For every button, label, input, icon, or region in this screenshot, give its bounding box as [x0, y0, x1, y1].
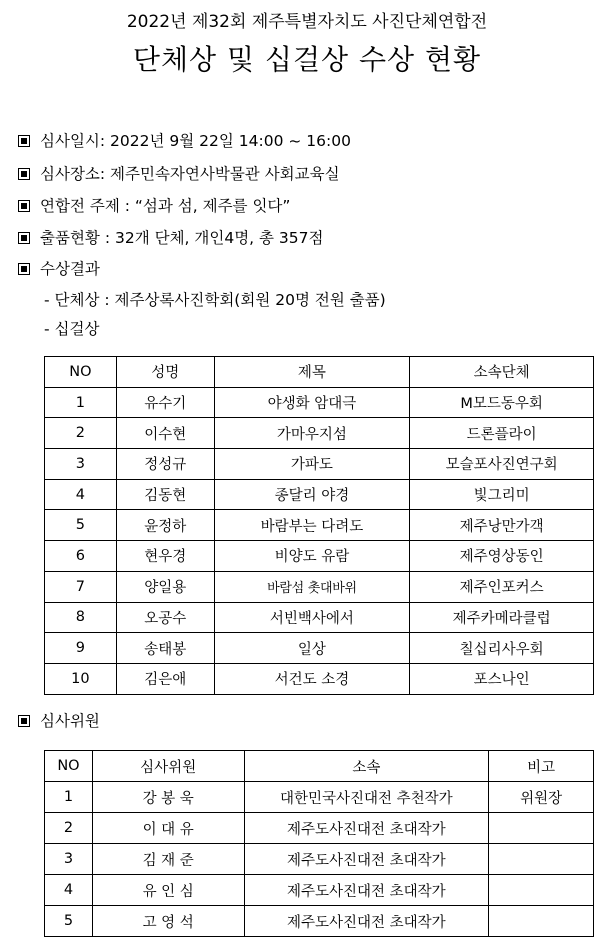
info-theme-text: 연합전 주제 : “섬과 섬, 제주를 잇다” — [40, 197, 291, 215]
info-results — [18, 258, 100, 280]
header-club: 소속단체 — [410, 357, 594, 388]
table-row — [45, 418, 594, 449]
awards-table — [44, 356, 594, 695]
cell-club: 제주카메라클럽 — [410, 602, 594, 633]
cell-club: 제주낭만가객 — [410, 510, 594, 541]
cell-title: 종달리 야경 — [214, 479, 410, 510]
cell-name: 송태봉 — [116, 633, 214, 664]
cell-affiliation: 제주도사진대전 초대작가 — [244, 906, 489, 937]
cell-name: 김은애 — [116, 663, 214, 694]
cell-no: 4 — [45, 875, 93, 906]
cell-club: 드론플라이 — [410, 418, 594, 449]
table-row — [45, 571, 594, 602]
square-bullet-icon — [18, 200, 30, 212]
cell-no: 1 — [45, 387, 117, 418]
square-bullet-icon — [18, 135, 30, 147]
cell-no: 1 — [45, 782, 93, 813]
header-title: 제목 — [214, 357, 410, 388]
info-date — [18, 130, 351, 152]
cell-note — [489, 906, 594, 937]
header-name: 성명 — [116, 357, 214, 388]
table-row — [45, 875, 594, 906]
table-row — [45, 510, 594, 541]
cell-club: 제주인포커스 — [410, 571, 594, 602]
cell-name: 오공수 — [116, 602, 214, 633]
cell-title: 비양도 유람 — [214, 541, 410, 572]
cell-name: 정성규 — [116, 449, 214, 480]
group-award-line: - 단체상 : 제주상록사진학회(회원 20명 전원 출품) — [44, 291, 386, 309]
header-affiliation: 소속 — [244, 751, 489, 782]
table-row — [45, 541, 594, 572]
header-note: 비고 — [489, 751, 594, 782]
cell-no: 3 — [45, 844, 93, 875]
cell-no: 4 — [45, 479, 117, 510]
table-row — [45, 813, 594, 844]
cell-judge: 유 인 심 — [92, 875, 244, 906]
table-row — [45, 387, 594, 418]
cell-name: 이수현 — [116, 418, 214, 449]
cell-title: 바람섬 촛대바위 — [214, 571, 410, 602]
cell-note — [489, 813, 594, 844]
table-row — [45, 633, 594, 664]
table-header-row — [45, 357, 594, 388]
table-row — [45, 449, 594, 480]
info-place-text: 심사장소: 제주민속자연사박물관 사회교육실 — [40, 165, 340, 183]
cell-club: 빛그리미 — [410, 479, 594, 510]
table-row — [45, 906, 594, 937]
cell-club: 제주영상동인 — [410, 541, 594, 572]
cell-no: 7 — [45, 571, 117, 602]
table-header-row — [45, 751, 594, 782]
cell-title: 서빈백사에서 — [214, 602, 410, 633]
cell-no: 5 — [45, 906, 93, 937]
cell-title: 가마우지섬 — [214, 418, 410, 449]
info-results-text: 수상결과 — [40, 260, 100, 278]
cell-no: 8 — [45, 602, 117, 633]
table-row — [45, 844, 594, 875]
cell-judge: 강 봉 욱 — [92, 782, 244, 813]
table-row — [45, 602, 594, 633]
cell-club: 포스나인 — [410, 663, 594, 694]
header-no: NO — [45, 751, 93, 782]
cell-club: 모슬포사진연구회 — [410, 449, 594, 480]
info-place — [18, 163, 340, 185]
cell-club: 칠십리사우회 — [410, 633, 594, 664]
ten-award-label: - 십걸상 — [44, 320, 100, 338]
cell-note — [489, 875, 594, 906]
info-date-text: 심사일시: 2022년 9월 22일 14:00 ~ 16:00 — [40, 132, 351, 150]
cell-title: 서건도 소경 — [214, 663, 410, 694]
cell-name: 윤정하 — [116, 510, 214, 541]
cell-affiliation: 제주도사진대전 초대작가 — [244, 875, 489, 906]
document-title: 단체상 및 십걸상 수상 현황 — [132, 43, 482, 76]
judges-table — [44, 750, 594, 937]
cell-affiliation: 대한민국사진대전 추천작가 — [244, 782, 489, 813]
cell-no: 6 — [45, 541, 117, 572]
cell-name: 김동현 — [116, 479, 214, 510]
table-row — [45, 479, 594, 510]
square-bullet-icon — [18, 168, 30, 180]
square-bullet-icon — [18, 232, 30, 244]
judges-section-heading — [18, 710, 100, 732]
info-theme — [18, 195, 290, 217]
info-entries — [18, 227, 324, 249]
cell-title: 일상 — [214, 633, 410, 664]
cell-no: 3 — [45, 449, 117, 480]
cell-name: 유수기 — [116, 387, 214, 418]
cell-club: M모드동우회 — [410, 387, 594, 418]
cell-affiliation: 제주도사진대전 초대작가 — [244, 813, 489, 844]
table-row — [45, 663, 594, 694]
judges-section-title: 심사위원 — [40, 712, 100, 730]
document-subtitle: 2022년 제32회 제주특별자치도 사진단체연합전 — [126, 12, 488, 32]
square-bullet-icon — [18, 263, 30, 275]
cell-affiliation: 제주도사진대전 초대작가 — [244, 844, 489, 875]
cell-title: 바람부는 다려도 — [214, 510, 410, 541]
cell-no: 2 — [45, 418, 117, 449]
cell-judge: 고 영 석 — [92, 906, 244, 937]
table-row — [45, 782, 594, 813]
cell-judge: 이 대 유 — [92, 813, 244, 844]
cell-title: 야생화 암대극 — [214, 387, 410, 418]
cell-no: 10 — [45, 663, 117, 694]
cell-note: 위원장 — [489, 782, 594, 813]
header-judge: 심사위원 — [92, 751, 244, 782]
cell-no: 2 — [45, 813, 93, 844]
cell-judge: 김 재 준 — [92, 844, 244, 875]
cell-name: 현우경 — [116, 541, 214, 572]
cell-no: 9 — [45, 633, 117, 664]
header-no: NO — [45, 357, 117, 388]
cell-title: 가파도 — [214, 449, 410, 480]
cell-note — [489, 844, 594, 875]
cell-name: 양일용 — [116, 571, 214, 602]
square-bullet-icon — [18, 715, 30, 727]
cell-no: 5 — [45, 510, 117, 541]
info-entries-text: 출품현황 : 32개 단체, 개인4명, 총 357점 — [40, 229, 324, 247]
